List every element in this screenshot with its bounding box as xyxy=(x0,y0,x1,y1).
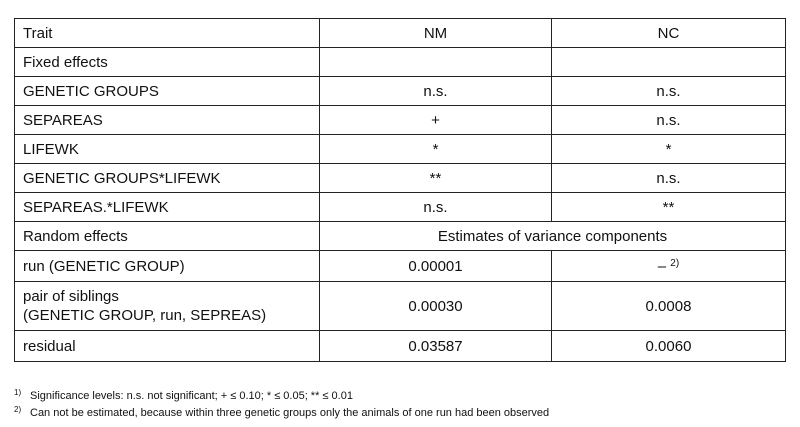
nc-value: n.s. xyxy=(552,106,786,135)
nc-value: 0.0008 xyxy=(552,282,786,331)
nm-value: ** xyxy=(320,164,552,193)
nm-value: * xyxy=(320,135,552,164)
empty-cell xyxy=(552,48,786,77)
header-nm: NM xyxy=(320,19,552,48)
table-row xyxy=(15,331,786,362)
footnotes xyxy=(14,386,549,420)
trait-label-line1: pair of siblings xyxy=(23,288,119,305)
empty-cell xyxy=(320,48,552,77)
nm-value: 0.00030 xyxy=(320,282,552,331)
random-effects-title: Random effects xyxy=(15,222,320,251)
trait-label-line2: (GENETIC GROUP, run, SEPREAS) xyxy=(23,307,267,324)
nc-value: 0.0060 xyxy=(552,331,786,362)
header-row xyxy=(15,19,786,48)
table-row xyxy=(15,282,786,331)
footnote-text: Significance levels: n.s. not significant; + ≤ 0.10; * ≤ 0.05; ** ≤ 0.01 xyxy=(30,390,353,402)
footnote-2 xyxy=(14,403,549,420)
nm-value: n.s. xyxy=(320,77,552,106)
trait-label: SEPAREAS.*LIFEWK xyxy=(15,193,320,222)
trait-label: residual xyxy=(15,331,320,362)
trait-label: GENETIC GROUPS xyxy=(15,77,320,106)
fixed-effects-title: Fixed effects xyxy=(15,48,320,77)
trait-label: GENETIC GROUPS*LIFEWK xyxy=(15,164,320,193)
nc-value: * xyxy=(552,135,786,164)
header-trait: Trait xyxy=(15,19,320,48)
header-nc: NC xyxy=(552,19,786,48)
nm-value: + xyxy=(320,106,552,135)
results-table xyxy=(14,18,786,362)
nc-value: – xyxy=(657,257,667,275)
nc-value: ** xyxy=(552,193,786,222)
table-row xyxy=(15,77,786,106)
table-row xyxy=(15,135,786,164)
trait-label-cell xyxy=(15,282,320,331)
footnote-ref: 2) xyxy=(670,257,680,269)
nm-value: 0.03587 xyxy=(320,331,552,362)
footnote-mark: 1) xyxy=(14,388,22,397)
nc-value-cell xyxy=(552,251,786,282)
trait-label: run (GENETIC GROUP) xyxy=(15,251,320,282)
nm-value: n.s. xyxy=(320,193,552,222)
footnote-mark: 2) xyxy=(14,405,22,414)
table-row xyxy=(15,193,786,222)
trait-label: LIFEWK xyxy=(15,135,320,164)
footnote-text: Can not be estimated, because within three genetic groups only the animals of one run had been observed xyxy=(30,407,550,419)
footnote-1 xyxy=(14,386,549,403)
trait-label: SEPAREAS xyxy=(15,106,320,135)
nm-value: 0.00001 xyxy=(320,251,552,282)
nc-value: n.s. xyxy=(552,164,786,193)
random-effects-row xyxy=(15,222,786,251)
nc-value: n.s. xyxy=(552,77,786,106)
table-row xyxy=(15,251,786,282)
table-row xyxy=(15,106,786,135)
fixed-effects-row xyxy=(15,48,786,77)
table-row xyxy=(15,164,786,193)
variance-components-header: Estimates of variance components xyxy=(320,222,786,251)
